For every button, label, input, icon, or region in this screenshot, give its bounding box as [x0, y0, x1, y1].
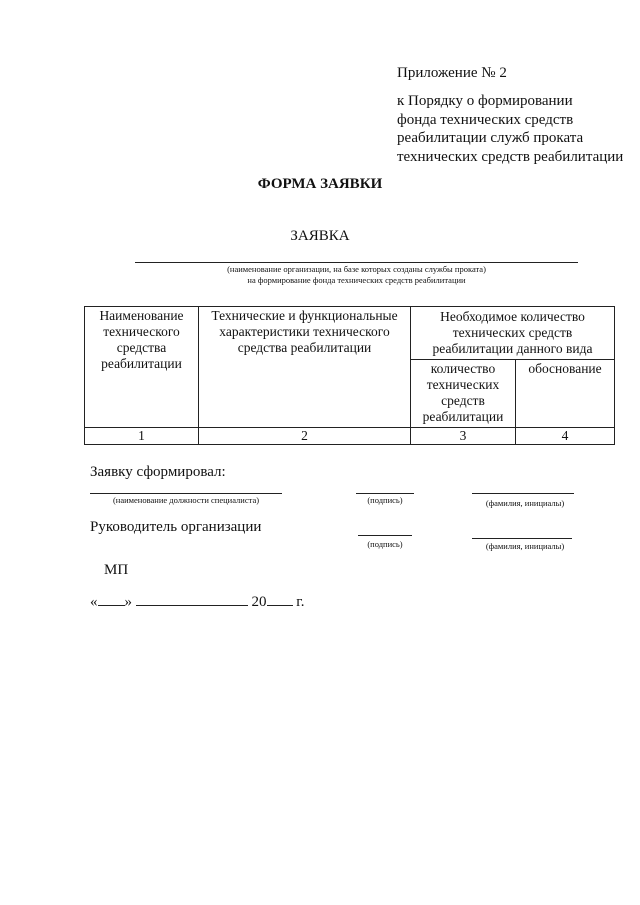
month-blank — [136, 593, 248, 606]
organization-caption-line: на формирование фонда технических средств реабилитации — [247, 275, 466, 285]
name-line — [472, 493, 574, 494]
request-table — [84, 306, 615, 445]
formed-by-label: Заявку сформировал: — [90, 464, 226, 480]
date-field — [90, 593, 304, 611]
year-blank — [267, 593, 293, 606]
organization-caption — [135, 264, 578, 286]
position-caption: (наименование должности специалиста) — [112, 495, 260, 505]
annex-reference — [397, 92, 623, 166]
organization-caption-line: (наименование организации, на базе которых созданы службы проката) — [227, 264, 486, 274]
date-close-quote: » — [124, 594, 132, 610]
table-row-column-numbers — [85, 428, 615, 445]
annex-reference-line: фонда технических средств — [397, 111, 574, 128]
column-header-characteristics: Технические и функциональные характеристики технического средства реабилитации — [199, 307, 411, 428]
year-prefix: 20 — [251, 594, 267, 610]
form-title: ФОРМА ЗАЯВКИ — [257, 176, 383, 192]
column-number: 3 — [411, 428, 516, 445]
head-of-organization-label: Руководитель организации — [90, 519, 262, 535]
document-title: ЗАЯВКА — [290, 228, 350, 244]
table-header-row — [85, 307, 615, 360]
signature-line — [356, 493, 414, 494]
signature-caption: (подпись) — [367, 495, 403, 505]
head-signature-caption: (подпись) — [367, 539, 403, 549]
head-name-line — [472, 538, 572, 539]
annex-reference-line: реабилитации служб проката — [397, 130, 584, 146]
column-number: 4 — [516, 428, 615, 445]
column-number: 2 — [199, 428, 411, 445]
day-blank — [98, 593, 125, 606]
column-number: 1 — [85, 428, 199, 445]
annex-number: Приложение № 2 — [397, 65, 507, 81]
column-header-quantity-needed: Необходимое количество технических средств реабилитации данного вида — [411, 307, 615, 360]
stamp-placeholder: МП — [104, 562, 129, 578]
column-header-name: Наименование технического средства реабилитации — [85, 307, 199, 428]
head-name-caption: (фамилия, инициалы) — [485, 541, 565, 551]
organization-name-line — [135, 262, 578, 263]
year-suffix: г. — [296, 594, 305, 610]
column-header-justification: обоснование — [516, 360, 615, 428]
date-open-quote: « — [90, 594, 98, 610]
head-signature-line — [358, 535, 412, 536]
name-caption: (фамилия, инициалы) — [485, 498, 565, 508]
column-header-quantity: количество технических средств реабилитации — [411, 360, 516, 428]
annex-reference-line: технических средств реабилитации — [397, 148, 624, 165]
position-line — [90, 493, 282, 494]
annex-reference-line: к Порядку о формировании — [397, 93, 573, 109]
